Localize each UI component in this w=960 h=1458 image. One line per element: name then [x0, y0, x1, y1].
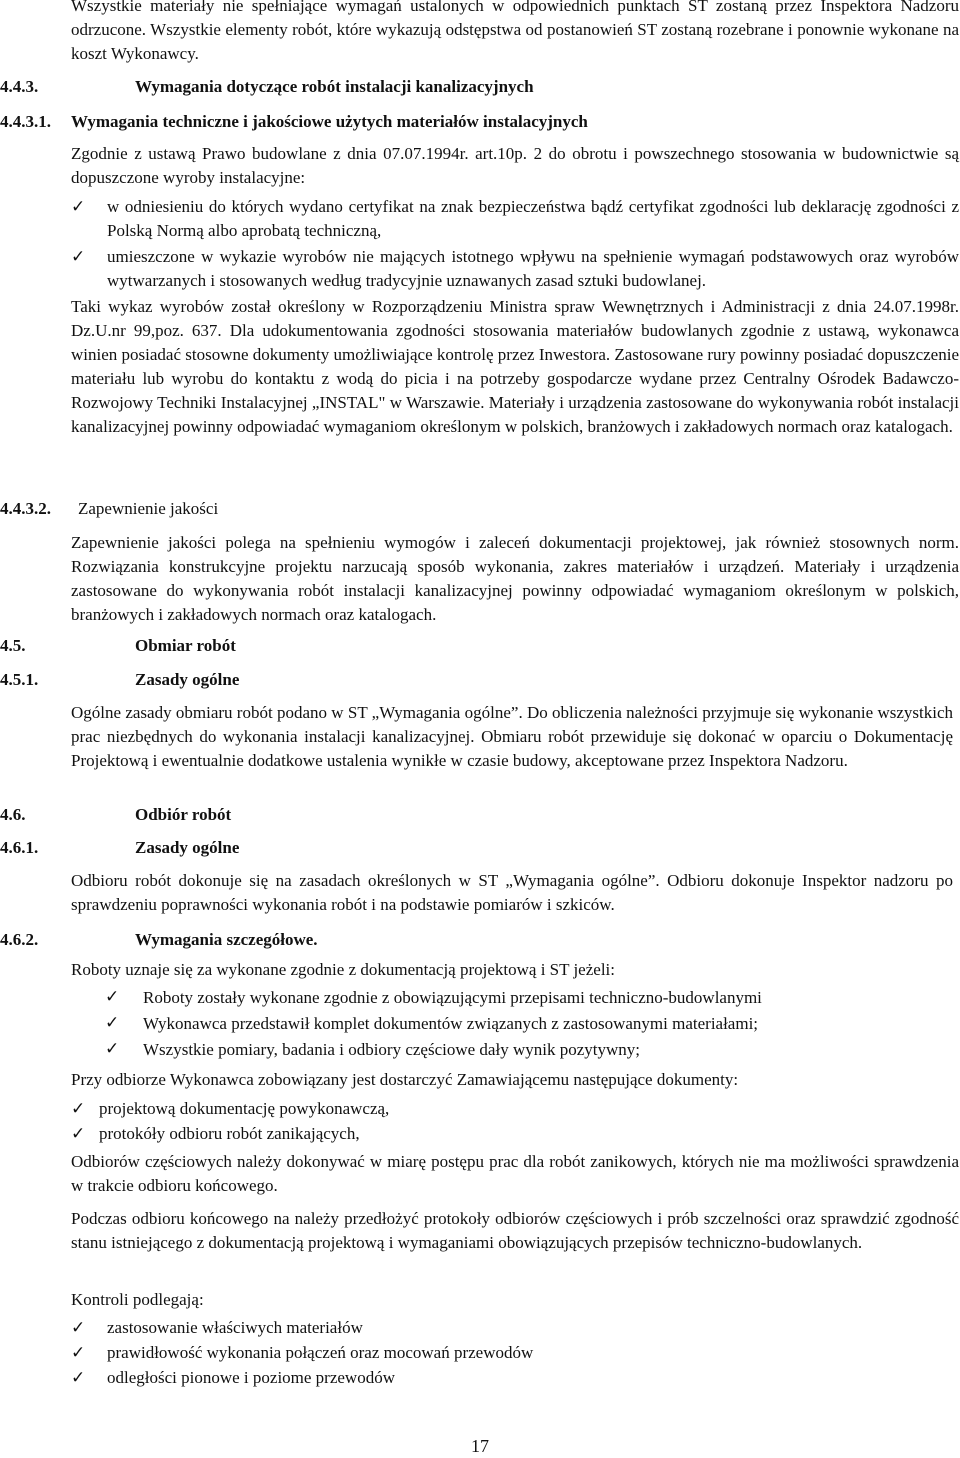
- list-item: umieszczone w wykazie wyrobów nie mających istotnego wpływu na spełnienie wymagań podstawowych oraz wyrobów wytwarzanych i stosowanych według tradycyjnie uznawanych zasad sztuki budowlanej.: [107, 247, 959, 290]
- heading-title: Zapewnienie jakości: [78, 499, 219, 518]
- paragraph-obmiar: Ogólne zasady obmiaru robót podano w ST „Wymagania ogólne”. Do obliczenia należności przyjmuje się wykonanie wszystkich prac niezbędnych do wykonania instalacji kanalizacyjnej. Obmiaru robót przewiduje się dokonać w oparciu o Dokumentację Projektową i ewentualnie dodatkowe ustalenia wynikłe w czasie budowy, akceptowane przez Inspektora Nadzoru.: [71, 703, 953, 770]
- list-item: protokóły odbioru robót zanikających,: [99, 1124, 360, 1143]
- check-icon: ✓: [71, 1343, 86, 1363]
- intro-paragraph: Wszystkie materiały nie spełniające wymagań ustalonych w odpowiednich punktach ST zostaną przez Inspektora Nadzoru odrzucone. Wszystkie elementy robót, które wykazują odstępstwa od postanowień ST zostaną rozebrane i ponownie wykonane na koszt Wykonawcy.: [71, 0, 959, 63]
- paragraph-odbioru-koncowego: Podczas odbioru końcowego na należy przedłożyć protokoły odbiorów częściowych i prób szczelności oraz sprawdzić zgodność stanu istniejącego z dokumentacją projektową i wymaganiami obowiązujących przepisów techniczno-budowlanych.: [71, 1209, 959, 1252]
- heading-number: 4.5.: [0, 636, 26, 655]
- heading-number: 4.4.3.2.: [0, 499, 51, 518]
- check-icon: ✓: [71, 247, 86, 267]
- list-item: prawidłowość wykonania połączeń oraz mocowań przewodów: [107, 1343, 534, 1362]
- list-item: odległości pionowe i poziome przewodów: [107, 1368, 395, 1387]
- page-number: 17: [471, 1436, 489, 1456]
- heading-4-4-3: [0, 75, 534, 99]
- check-icon: ✓: [71, 1318, 86, 1338]
- heading-number: 4.6.: [0, 805, 26, 824]
- heading-title: Odbiór robót: [135, 805, 232, 824]
- heading-number: 4.6.2.: [0, 930, 39, 949]
- heading-4-4-3-1: [0, 110, 588, 134]
- heading-title: Wymagania techniczne i jakościowe użytych materiałów instalacyjnych: [71, 112, 588, 131]
- heading-4-5: [0, 634, 236, 658]
- paragraph-odbiorow-czesciowych: Odbiorów częściowych należy dokonywać w miarę postępu prac dla robót zanikowych, których nie ma możliwości sprawdzenia w trakcie odbioru końcowego.: [71, 1152, 959, 1195]
- check-icon: ✓: [105, 987, 120, 1007]
- check-icon: ✓: [71, 1368, 86, 1388]
- heading-title: Zasady ogólne: [135, 670, 240, 689]
- paragraph-wykaz: Taki wykaz wyrobów został określony w Rozporządzeniu Ministra spraw Wewnętrznych i Administracji z dnia 24.07.1998r. Dz.U.nr 99,poz. 637. Dla udokumentowania zgodności stosowania materiałów budowlanych zgodnie z ustawą, wykonawca winien posiadać stosowne dokumenty umożliwiające kontrolę przez Inwestora. Zastosowane rury powinny posiadać dopuszczenie materiału lub wyrobu do kontaktu z wodą do picia i na potrzeby gospodarcze wydane przez Centralny Ośrodek Badawczo-Rozwojowy Techniki Instalacyjnej „INSTAL" w Warszawie. Materiały i urządzenia zastosowane do wykonywania robót instalacji kanalizacyjnej powinny odpowiadać wymaganiom określonym w polskich, branżowych i zakładowych normach oraz katalogach.: [71, 297, 959, 436]
- paragraph-roboty: Roboty uznaje się za wykonane zgodnie z dokumentacją projektową i ST jeżeli:: [71, 960, 615, 979]
- check-icon: ✓: [71, 197, 86, 217]
- heading-4-6-1: [0, 836, 239, 860]
- list-item: w odniesieniu do których wydano certyfikat na znak bezpieczeństwa bądź certyfikat zgodności lub deklarację zgodności z Polską Normą albo aprobatą techniczną,: [107, 197, 959, 240]
- heading-title: Obmiar robót: [135, 636, 236, 655]
- heading-title: Zasady ogólne: [135, 838, 240, 857]
- check-icon: ✓: [105, 1013, 120, 1033]
- heading-number: 4.4.3.: [0, 77, 39, 96]
- check-icon: ✓: [71, 1099, 86, 1119]
- heading-number: 4.4.3.1.: [0, 112, 51, 131]
- check-icon: ✓: [105, 1039, 120, 1059]
- paragraph-przy-odbiorze: Przy odbiorze Wykonawca zobowiązany jest dostarczyć Zamawiającemu następujące dokumenty:: [71, 1070, 739, 1089]
- list-item: Wszystkie pomiary, badania i odbiory częściowe dały wynik pozytywny;: [143, 1040, 640, 1059]
- heading-title: Wymagania dotyczące robót instalacji kanalizacyjnych: [135, 77, 534, 96]
- heading-number: 4.6.1.: [0, 838, 39, 857]
- check-icon: ✓: [71, 1124, 86, 1144]
- heading-title: Wymagania szczegółowe.: [135, 930, 318, 949]
- paragraph-ustawa: Zgodnie z ustawą Prawo budowlane z dnia 07.07.1994r. art.10p. 2 do obrotu i powszechnego stosowania w budownictwie są dopuszczone wyroby instalacyjne:: [71, 144, 959, 187]
- list-item: Wykonawca przedstawił komplet dokumentów związanych z zastosowanymi materiałami;: [143, 1014, 759, 1033]
- heading-4-6: [0, 803, 231, 827]
- heading-number: 4.5.1.: [0, 670, 39, 689]
- list-item: Roboty zostały wykonane zgodnie z obowiązującymi przepisami techniczno-budowlanymi: [143, 988, 762, 1007]
- paragraph-odbior: Odbioru robót dokonuje się na zasadach określonych w ST „Wymagania ogólne”. Odbioru dokonuje Inspektor nadzoru po sprawdzeniu poprawności wykonania robót i na podstawie pomiarów i szkiców.: [71, 871, 953, 914]
- heading-4-6-2: [0, 928, 318, 952]
- heading-4-4-3-2: [0, 497, 218, 521]
- paragraph-kontroli: Kontroli podlegają:: [71, 1290, 204, 1309]
- list-item: zastosowanie właściwych materiałów: [107, 1318, 363, 1337]
- heading-4-5-1: [0, 668, 239, 692]
- list-item: projektową dokumentację powykonawczą,: [99, 1099, 390, 1118]
- paragraph-zapewnienie: Zapewnienie jakości polega na spełnieniu wymogów i zaleceń dokumentacji projektowej, jak również stosownych norm. Rozwiązania konstrukcyjne projektu narzucają sposób wykonania, zakres materiałów i urządzeń. Materiały i urządzenia zastosowane do wykonywania robót instalacji kanalizacyjnej powinny odpowiadać wymaganiom określonym w polskich, branżowych i zakładowych normach oraz katalogach.: [71, 533, 959, 624]
